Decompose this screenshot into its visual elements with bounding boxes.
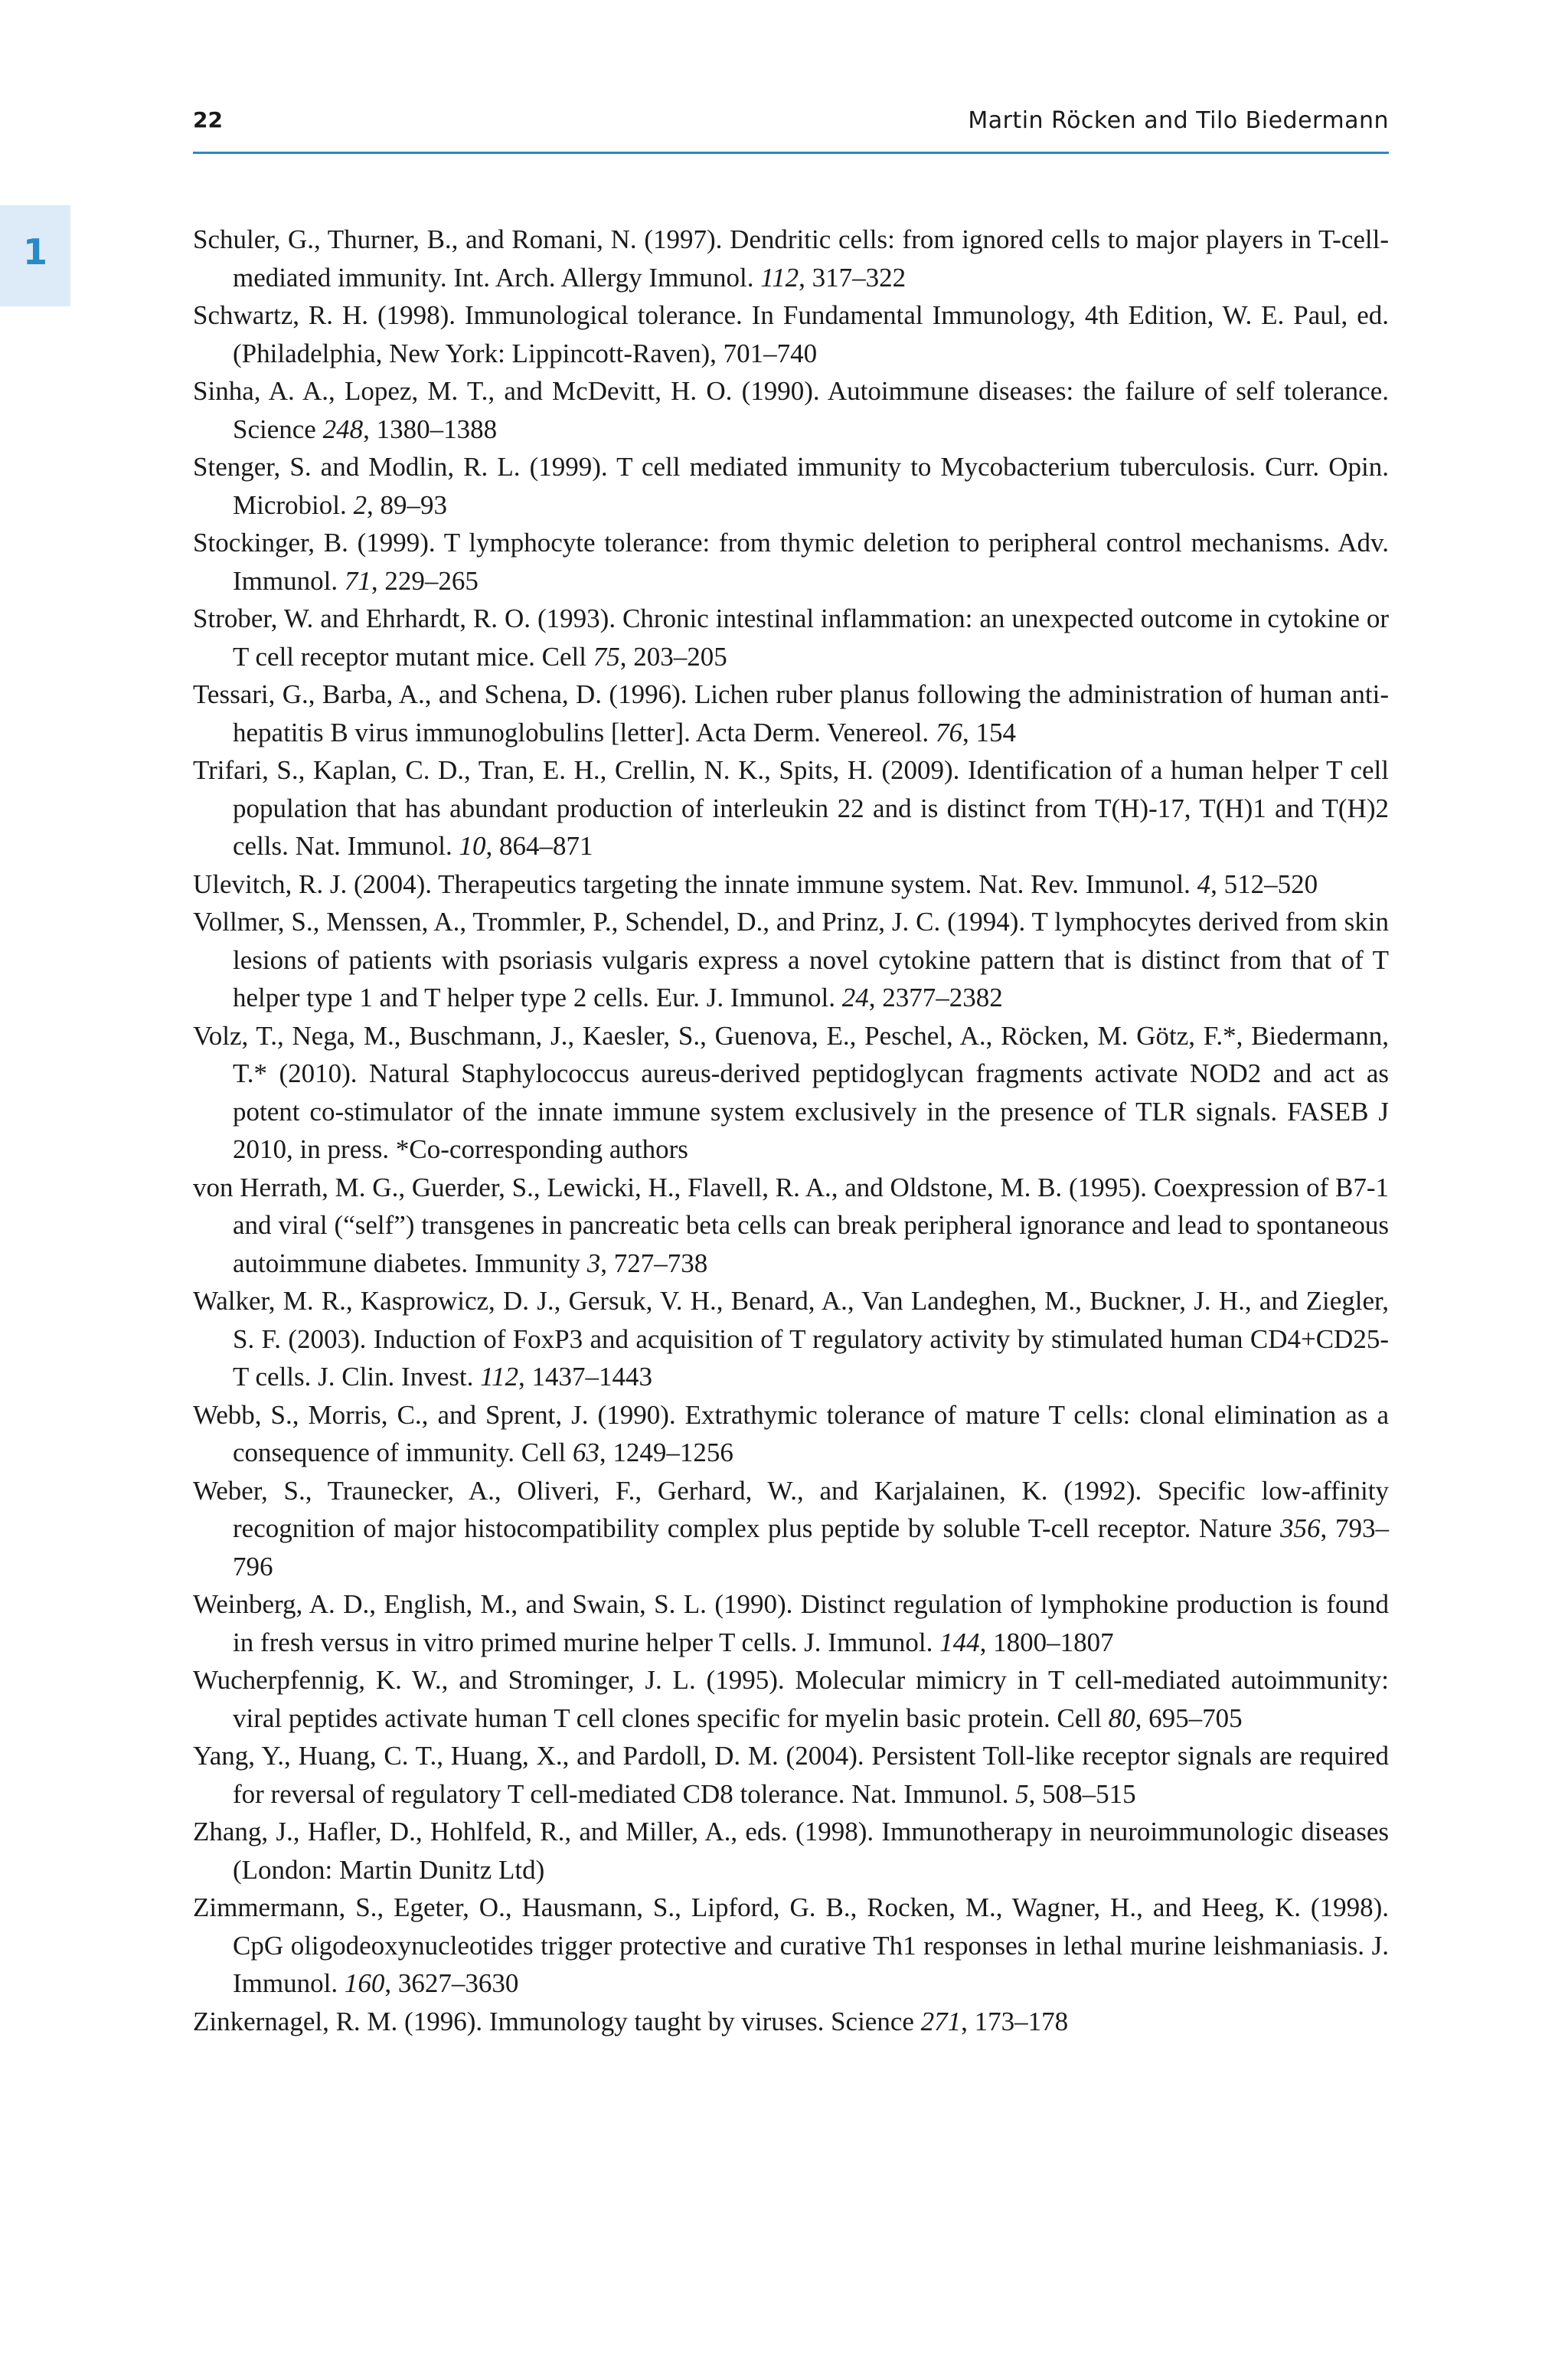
page-number: 22 bbox=[193, 107, 223, 132]
reference-entry bbox=[193, 1661, 1389, 1737]
reference-text: Yang, Y., Huang, C. T., Huang, X., and Pardoll, D. M. (2004). Persistent Toll-like receptor signals are required for reversal of regulatory T cell-mediated CD8 tolerance. Nat. Immunol. bbox=[193, 1741, 1389, 1809]
reference-entry bbox=[193, 865, 1389, 904]
reference-entry bbox=[193, 221, 1389, 296]
reference-entry bbox=[193, 296, 1389, 372]
reference-text: Stenger, S. and Modlin, R. L. (1999). T cell mediated immunity to Mycobacterium tuberculosis. Curr. Opin. Microbiol. bbox=[193, 452, 1389, 520]
reference-entry bbox=[193, 600, 1389, 675]
reference-entry bbox=[193, 1472, 1389, 1586]
reference-pages: , 793–796 bbox=[233, 1513, 1389, 1582]
reference-pages: , 1437–1443 bbox=[518, 1362, 652, 1392]
reference-volume: 3 bbox=[586, 1248, 601, 1278]
reference-pages: , 173–178 bbox=[961, 2006, 1069, 2036]
reference-pages: , 1249–1256 bbox=[599, 1438, 733, 1467]
reference-pages: , 1380–1388 bbox=[363, 414, 498, 444]
reference-text: Vollmer, S., Menssen, A., Trommler, P., Schendel, D., and Prinz, J. C. (1994). T lymphocytes derived from skin lesions of patients with psoriasis vulgaris express a novel cytokine pattern that is distinct from that of T helper type 1 and T helper type 2 cells. Eur. J. Immunol. bbox=[193, 907, 1389, 1012]
reference-text: Stockinger, B. (1999). T lymphocyte tolerance: from thymic deletion to peripheral control mechanisms. Adv. Immunol. bbox=[193, 528, 1389, 596]
reference-pages: , 89–93 bbox=[366, 489, 447, 520]
reference-text: Walker, M. R., Kasprowicz, D. J., Gersuk, V. H., Benard, A., Van Landeghen, M., Buckner, J. H., and Ziegler, S. F. (2003). Induction of FoxP3 and acquisition of T regulatory activity by stimulated human CD4+CD25- T cells. J. Clin. Invest. bbox=[193, 1286, 1389, 1392]
reference-text: Zhang, J., Hafler, D., Hohlfeld, R., and Miller, A., eds. (1998). Immunotherapy in neuroimmunologic diseases (London: Martin Dunitz Ltd) bbox=[193, 1817, 1389, 1885]
reference-text: Ulevitch, R. J. (2004). Therapeutics targeting the innate immune system. Nat. Rev. Immunol. bbox=[193, 868, 1197, 899]
reference-text: Strober, W. and Ehrhardt, R. O. (1993). Chronic intestinal inflammation: an unexpected outcome in cytokine or T cell receptor mutant mice. Cell bbox=[193, 603, 1389, 672]
reference-volume: 271 bbox=[920, 2006, 962, 2036]
reference-pages: , 154 bbox=[962, 717, 1016, 747]
reference-list bbox=[193, 221, 1389, 2040]
reference-pages: , 727–738 bbox=[600, 1248, 708, 1278]
reference-text: Tessari, G., Barba, A., and Schena, D. (1996). Lichen ruber planus following the administration of human anti-hepatitis B virus immunoglobulins [letter]. Acta Derm. Venereol. bbox=[193, 679, 1389, 747]
reference-pages: , 508–515 bbox=[1028, 1778, 1136, 1809]
reference-pages: , 695–705 bbox=[1135, 1703, 1243, 1733]
reference-entry bbox=[193, 1169, 1389, 1283]
reference-entry bbox=[193, 1737, 1389, 1813]
reference-text: Schwartz, R. H. (1998). Immunological tolerance. In Fundamental Immunology, 4th Edition, W. E. Paul, ed. (Philadelphia, New York: Lippincott-Raven), 701–740 bbox=[193, 300, 1389, 368]
reference-text: Weber, S., Traunecker, A., Oliveri, F., Gerhard, W., and Karjalainen, K. (1992). Specific low-affinity recognition of major histocompatibility complex plus peptide by soluble T-cell receptor. Nature bbox=[193, 1475, 1389, 1543]
reference-entry bbox=[193, 1813, 1389, 1889]
reference-text: von Herrath, M. G., Guerder, S., Lewicki, H., Flavell, R. A., and Oldstone, M. B. (1995). Coexpression of B7-1 and viral (“self”) transgenes in pancreatic beta cells can break peripheral ignorance and lead to spontaneous autoimmune diabetes. Immunity bbox=[193, 1172, 1389, 1278]
reference-entry bbox=[193, 1017, 1389, 1169]
reference-entry bbox=[193, 448, 1389, 524]
chapter-number: 1 bbox=[22, 231, 47, 273]
reference-volume: 24 bbox=[841, 983, 869, 1012]
reference-text: Wucherpfennig, K. W., and Strominger, J. L. (1995). Molecular mimicry in T cell-mediated autoimmunity: viral peptides activate human T cell clones specific for myelin basic protein. Cell bbox=[193, 1665, 1389, 1733]
reference-text: Volz, T., Nega, M., Buschmann, J., Kaesler, S., Guenova, E., Peschel, A., Röcken, M. Götz, F.*, Biedermann, T.* (2010). Natural Staphylococcus aureus-derived peptidoglycan fragments activate NOD2 and act as potent co-stimulator of the innate immune system exclusively in the presence of TLR signals. FASEB J 2010, in press. *Co-corresponding authors bbox=[193, 1020, 1389, 1164]
reference-pages: , 864–871 bbox=[485, 831, 593, 861]
reference-pages: , 203–205 bbox=[619, 641, 727, 672]
reference-text: Schuler, G., Thurner, B., and Romani, N. (1997). Dendritic cells: from ignored cells to major players in T-cell-mediated immunity. Int. Arch. Allergy Immunol. bbox=[193, 224, 1389, 293]
page-header bbox=[193, 107, 1389, 154]
reference-volume: 76 bbox=[935, 717, 962, 747]
reference-pages: , 317–322 bbox=[799, 262, 906, 293]
reference-volume: 112 bbox=[760, 262, 799, 293]
reference-entry bbox=[193, 1396, 1389, 1472]
reference-pages: , 3627–3630 bbox=[384, 1968, 519, 1998]
reference-text: Sinha, A. A., Lopez, M. T., and McDevitt, H. O. (1990). Autoimmune diseases: the failure of self tolerance. Science bbox=[193, 376, 1389, 444]
reference-volume: 112 bbox=[480, 1362, 518, 1392]
reference-volume: 2 bbox=[353, 489, 367, 520]
reference-volume: 10 bbox=[459, 831, 486, 861]
reference-entry bbox=[193, 903, 1389, 1017]
reference-pages: , 512–520 bbox=[1210, 868, 1318, 899]
reference-volume: 144 bbox=[939, 1627, 980, 1657]
chapter-tab bbox=[0, 205, 70, 306]
reference-pages: , 2377–2382 bbox=[868, 983, 1003, 1012]
running-head: Martin Röcken and Tilo Biedermann bbox=[968, 107, 1389, 134]
reference-volume: 5 bbox=[1015, 1778, 1029, 1809]
reference-entry bbox=[193, 2003, 1389, 2041]
reference-entry bbox=[193, 751, 1389, 865]
reference-volume: 248 bbox=[322, 414, 364, 444]
reference-entry bbox=[193, 1282, 1389, 1396]
reference-entry bbox=[193, 1585, 1389, 1661]
reference-entry bbox=[193, 1889, 1389, 2003]
reference-volume: 356 bbox=[1280, 1513, 1321, 1543]
reference-entry bbox=[193, 372, 1389, 448]
reference-volume: 4 bbox=[1197, 868, 1211, 899]
reference-text: Webb, S., Morris, C., and Sprent, J. (1990). Extrathymic tolerance of mature T cells: clonal elimination as a consequence of immunity. Cell bbox=[193, 1399, 1389, 1467]
reference-volume: 63 bbox=[572, 1438, 599, 1467]
reference-volume: 80 bbox=[1108, 1703, 1135, 1733]
reference-volume: 160 bbox=[344, 1968, 385, 1998]
reference-text: Zimmermann, S., Egeter, O., Hausmann, S., Lipford, G. B., Rocken, M., Wagner, H., and Heeg, K. (1998). CpG oligodeoxynucleotides trigger protective and curative Th1 responses in lethal murine leishmaniasis. J. Immunol. bbox=[193, 1892, 1389, 1998]
reference-volume: 75 bbox=[593, 641, 620, 672]
reference-pages: , 1800–1807 bbox=[979, 1627, 1114, 1657]
reference-text: Weinberg, A. D., English, M., and Swain, S. L. (1990). Distinct regulation of lymphokine production is found in fresh versus in vitro primed murine helper T cells. J. Immunol. bbox=[193, 1589, 1389, 1657]
reference-entry bbox=[193, 675, 1389, 751]
reference-text: Zinkernagel, R. M. (1996). Immunology taught by viruses. Science bbox=[193, 2006, 921, 2036]
reference-entry bbox=[193, 524, 1389, 600]
reference-volume: 71 bbox=[344, 565, 371, 596]
reference-pages: , 229–265 bbox=[371, 565, 479, 596]
reference-text: Trifari, S., Kaplan, C. D., Tran, E. H., Crellin, N. K., Spits, H. (2009). Identification of a human helper T cell population that has abundant production of interleukin 22 and is distinct from T(H)-17, T(H)1 and T(H)2 cells. Nat. Immunol. bbox=[193, 755, 1389, 861]
